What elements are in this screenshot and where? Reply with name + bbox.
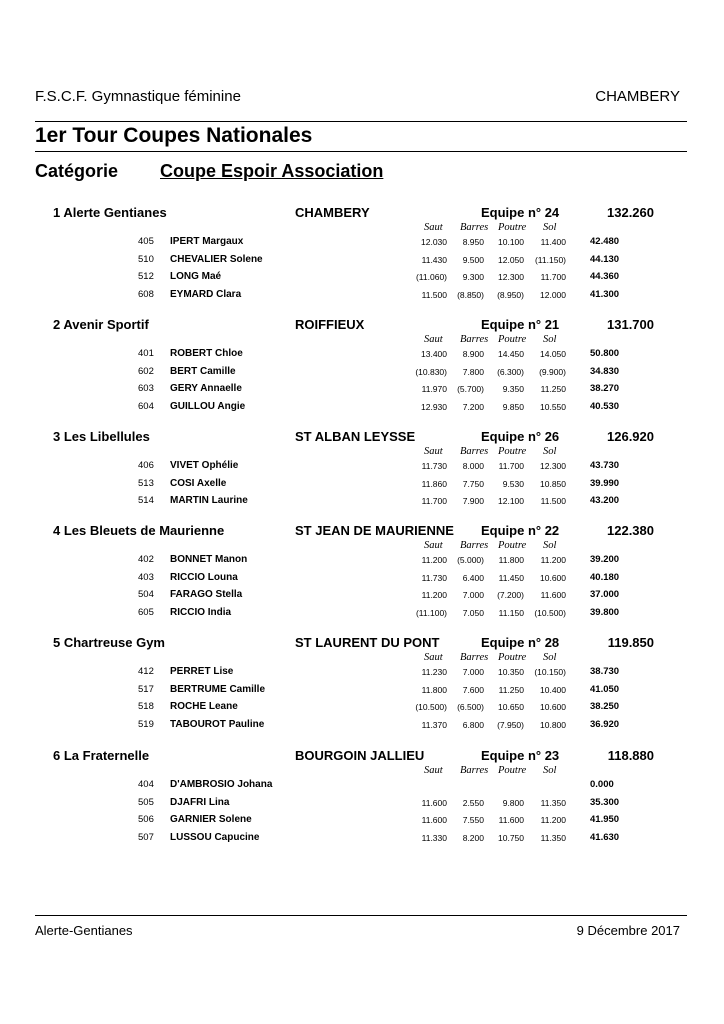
team-total: 119.850 bbox=[607, 635, 654, 650]
apparatus-score: 11.700 bbox=[421, 496, 447, 507]
gymnast-number: 510 bbox=[138, 253, 154, 265]
header-org: F.S.C.F. Gymnastique féminine bbox=[35, 88, 241, 105]
gymnast-row bbox=[0, 289, 724, 306]
apparatus-score: 11.600 bbox=[498, 815, 524, 826]
apparatus-score: 11.700 bbox=[540, 272, 566, 283]
apparatus-score: 11.600 bbox=[540, 590, 566, 601]
gymnast-name: CHEVALIER Solene bbox=[170, 253, 263, 265]
gymnast-row bbox=[0, 554, 724, 571]
gymnast-total: 41.950 bbox=[590, 814, 620, 826]
gymnast-name: IPERT Margaux bbox=[170, 236, 244, 247]
team-total: 122.380 bbox=[607, 523, 654, 538]
team-rank-name: 1 Alerte Gentianes bbox=[53, 205, 167, 220]
team-rank-name: 4 Les Bleuets de Maurienne bbox=[53, 523, 225, 538]
team-club: CHAMBERY bbox=[295, 205, 370, 220]
apparatus-score: 11.230 bbox=[421, 667, 447, 677]
footer-date: 9 Décembre 2017 bbox=[576, 923, 680, 938]
gymnast-number: 405 bbox=[138, 236, 154, 247]
apparatus-score: 7.000 bbox=[462, 590, 484, 601]
footer-divider bbox=[35, 915, 687, 916]
apparatus-score: 7.900 bbox=[462, 496, 484, 507]
gymnast-name: FARAGO Stella bbox=[170, 589, 243, 601]
gymnast-total: 43.730 bbox=[590, 460, 620, 471]
apparatus-score: (10.830) bbox=[415, 366, 447, 377]
apparatus-header: Sol bbox=[543, 765, 557, 776]
gymnast-name: PERRET Lise bbox=[170, 666, 234, 677]
apparatus-score: 7.600 bbox=[462, 684, 484, 695]
gymnast-number: 505 bbox=[138, 796, 154, 808]
gymnast-number: 402 bbox=[138, 554, 154, 565]
gymnast-row bbox=[0, 478, 724, 495]
apparatus-score: 11.500 bbox=[540, 496, 566, 507]
apparatus-score: 13.400 bbox=[421, 349, 447, 359]
apparatus-score: 9.300 bbox=[462, 272, 484, 283]
apparatus-header: Barres bbox=[460, 652, 489, 663]
apparatus-score: 11.370 bbox=[421, 719, 447, 730]
apparatus-score: 11.250 bbox=[498, 684, 524, 695]
apparatus-score: (7.950) bbox=[497, 719, 524, 730]
apparatus-score: 10.800 bbox=[540, 719, 566, 730]
apparatus-header: Barres bbox=[460, 334, 489, 345]
gymnast-row bbox=[0, 460, 724, 477]
apparatus-score: 9.850 bbox=[502, 401, 524, 412]
team-number: Equipe n° 24 bbox=[481, 205, 560, 220]
gymnast-name: D'AMBROSIO Johana bbox=[170, 779, 273, 790]
gymnast-row bbox=[0, 236, 724, 253]
apparatus-header: Poutre bbox=[498, 540, 527, 551]
apparatus-score: 10.400 bbox=[540, 684, 566, 695]
apparatus-header: Sol bbox=[543, 222, 557, 233]
gymnast-row bbox=[0, 779, 724, 796]
apparatus-score: 11.250 bbox=[540, 384, 566, 395]
team-number: Equipe n° 28 bbox=[481, 635, 560, 650]
apparatus-score: 7.800 bbox=[462, 366, 484, 377]
apparatus-score: 11.150 bbox=[498, 607, 524, 618]
gymnast-name: DJAFRI Lina bbox=[170, 796, 230, 808]
apparatus-score: 11.200 bbox=[540, 815, 566, 826]
header-divider bbox=[35, 121, 687, 122]
team-number: Equipe n° 26 bbox=[481, 429, 560, 444]
apparatus-score: 12.000 bbox=[540, 289, 566, 300]
title-divider bbox=[35, 151, 687, 152]
apparatus-score: (6.300) bbox=[497, 366, 524, 377]
apparatus-score: (8.850) bbox=[457, 289, 484, 300]
apparatus-score: 11.350 bbox=[540, 832, 566, 843]
gymnast-name: BONNET Manon bbox=[170, 554, 248, 565]
apparatus-score: 12.300 bbox=[540, 461, 566, 471]
apparatus-score: 11.970 bbox=[421, 384, 447, 395]
gymnast-name: BERT Camille bbox=[170, 365, 236, 377]
gymnast-row bbox=[0, 666, 724, 683]
category-label: Catégorie bbox=[35, 161, 119, 181]
apparatus-score: (11.150) bbox=[534, 254, 566, 265]
gymnast-number: 602 bbox=[138, 365, 154, 377]
gymnast-total: 42.480 bbox=[590, 236, 620, 247]
apparatus-header: Sol bbox=[543, 652, 557, 663]
gymnast-total: 38.730 bbox=[590, 666, 620, 677]
gymnast-row bbox=[0, 701, 724, 718]
gymnast-name: VIVET Ophélie bbox=[170, 460, 239, 471]
apparatus-score: (11.100) bbox=[415, 607, 447, 618]
apparatus-score: 11.600 bbox=[421, 815, 447, 826]
gymnast-total: 38.250 bbox=[590, 701, 620, 713]
gymnast-name: ROCHE Leane bbox=[170, 701, 238, 713]
apparatus-score: 10.350 bbox=[498, 667, 524, 677]
gymnast-number: 504 bbox=[138, 589, 154, 601]
apparatus-score: 12.050 bbox=[498, 254, 524, 265]
apparatus-score: 7.750 bbox=[462, 478, 484, 489]
team-total: 118.880 bbox=[607, 748, 654, 763]
apparatus-score: 11.350 bbox=[540, 797, 566, 808]
apparatus-score: (5.700) bbox=[457, 384, 484, 395]
team-rank-name: 3 Les Libellules bbox=[53, 429, 150, 444]
apparatus-score: 12.930 bbox=[421, 401, 447, 412]
gymnast-name: EYMARD Clara bbox=[170, 288, 242, 300]
apparatus-score: (6.500) bbox=[457, 702, 484, 713]
apparatus-header: Saut bbox=[424, 765, 443, 776]
gymnast-number: 513 bbox=[138, 477, 154, 489]
gymnast-row bbox=[0, 832, 724, 849]
apparatus-header: Poutre bbox=[498, 446, 527, 457]
team-rank-name: 2 Avenir Sportif bbox=[53, 317, 149, 332]
team-total: 132.260 bbox=[607, 205, 654, 220]
apparatus-score: 11.450 bbox=[498, 572, 524, 583]
gymnast-number: 608 bbox=[138, 288, 154, 300]
apparatus-score: 7.550 bbox=[462, 815, 484, 826]
apparatus-score: 11.200 bbox=[421, 555, 447, 565]
apparatus-score: 14.050 bbox=[540, 349, 566, 359]
apparatus-score: (5.000) bbox=[457, 555, 484, 565]
apparatus-score: 10.600 bbox=[540, 572, 566, 583]
apparatus-score: 11.330 bbox=[421, 832, 447, 843]
gymnast-total: 40.530 bbox=[590, 400, 620, 412]
gymnast-number: 506 bbox=[138, 814, 154, 826]
apparatus-score: 10.550 bbox=[540, 401, 566, 412]
team-club: ST JEAN DE MAURIENNE bbox=[295, 523, 454, 538]
gymnast-number: 604 bbox=[138, 400, 154, 412]
apparatus-score: 11.730 bbox=[421, 461, 447, 471]
gymnast-name: RICCIO Louna bbox=[170, 571, 238, 583]
apparatus-score: 6.800 bbox=[462, 719, 484, 730]
apparatus-score: 11.430 bbox=[421, 254, 447, 265]
apparatus-score: 12.100 bbox=[498, 496, 524, 507]
gymnast-number: 403 bbox=[138, 571, 154, 583]
gymnast-total: 44.130 bbox=[590, 253, 620, 265]
gymnast-row bbox=[0, 254, 724, 271]
apparatus-score: 7.050 bbox=[462, 607, 484, 618]
page-title: 1er Tour Coupes Nationales bbox=[35, 124, 313, 147]
gymnast-name: RICCIO India bbox=[170, 606, 232, 618]
gymnast-total: 36.920 bbox=[590, 718, 620, 730]
gymnast-total: 0.000 bbox=[590, 779, 614, 790]
gymnast-name: BERTRUME Camille bbox=[170, 683, 266, 695]
apparatus-score: 12.300 bbox=[498, 272, 524, 283]
team-club: ST ALBAN LEYSSE bbox=[295, 429, 416, 444]
gymnast-row bbox=[0, 271, 724, 288]
gymnast-number: 401 bbox=[138, 348, 154, 359]
gymnast-row bbox=[0, 495, 724, 512]
apparatus-score: (9.900) bbox=[539, 366, 566, 377]
gymnast-row bbox=[0, 366, 724, 383]
team-rank-name: 6 La Fraternelle bbox=[53, 748, 150, 763]
gymnast-number: 603 bbox=[138, 383, 154, 395]
apparatus-score: 10.600 bbox=[540, 702, 566, 713]
gymnast-total: 39.200 bbox=[590, 554, 620, 565]
apparatus-score: 14.450 bbox=[498, 349, 524, 359]
apparatus-score: 8.200 bbox=[462, 832, 484, 843]
apparatus-score: 7.000 bbox=[462, 667, 484, 677]
gymnast-number: 404 bbox=[138, 779, 154, 790]
gymnast-number: 412 bbox=[138, 666, 154, 677]
apparatus-header: Saut bbox=[424, 652, 443, 663]
gymnast-name: ROBERT Chloe bbox=[170, 348, 243, 359]
apparatus-score: 9.350 bbox=[502, 384, 524, 395]
team-rank-name: 5 Chartreuse Gym bbox=[53, 635, 165, 650]
apparatus-header: Barres bbox=[460, 446, 489, 457]
gymnast-row bbox=[0, 383, 724, 400]
apparatus-score: 11.800 bbox=[421, 684, 447, 695]
apparatus-score: (10.500) bbox=[415, 702, 447, 713]
gymnast-total: 38.270 bbox=[590, 383, 620, 395]
apparatus-score: 9.500 bbox=[462, 254, 484, 265]
gymnast-number: 519 bbox=[138, 718, 154, 730]
gymnast-name: TABOUROT Pauline bbox=[170, 718, 265, 730]
gymnast-row bbox=[0, 814, 724, 831]
gymnast-total: 41.630 bbox=[590, 831, 620, 843]
gymnast-total: 43.200 bbox=[590, 495, 620, 507]
apparatus-score: (8.950) bbox=[497, 289, 524, 300]
gymnast-row bbox=[0, 589, 724, 606]
apparatus-header: Sol bbox=[543, 334, 557, 345]
apparatus-score: 11.200 bbox=[421, 590, 447, 601]
gymnast-total: 37.000 bbox=[590, 589, 620, 601]
apparatus-score: 10.100 bbox=[498, 237, 524, 247]
apparatus-header: Poutre bbox=[498, 765, 527, 776]
apparatus-score: 10.650 bbox=[498, 702, 524, 713]
gymnast-number: 406 bbox=[138, 460, 154, 471]
gymnast-row bbox=[0, 719, 724, 736]
apparatus-score: 11.200 bbox=[540, 555, 566, 565]
gymnast-number: 512 bbox=[138, 271, 154, 283]
apparatus-score: (7.200) bbox=[497, 590, 524, 601]
apparatus-score: 11.700 bbox=[498, 461, 524, 471]
apparatus-score: 11.500 bbox=[421, 289, 447, 300]
apparatus-score: 11.800 bbox=[498, 555, 524, 565]
apparatus-score: 8.000 bbox=[462, 461, 484, 471]
gymnast-row bbox=[0, 348, 724, 365]
apparatus-score: 8.900 bbox=[462, 349, 484, 359]
gymnast-total: 39.800 bbox=[590, 606, 620, 618]
apparatus-score: 11.730 bbox=[421, 572, 447, 583]
gymnast-total: 39.990 bbox=[590, 477, 620, 489]
apparatus-header: Poutre bbox=[498, 334, 527, 345]
apparatus-header: Poutre bbox=[498, 652, 527, 663]
team-total: 126.920 bbox=[607, 429, 654, 444]
apparatus-header: Poutre bbox=[498, 222, 527, 233]
gymnast-number: 507 bbox=[138, 831, 154, 843]
apparatus-score: (10.500) bbox=[534, 607, 566, 618]
gymnast-number: 514 bbox=[138, 495, 154, 507]
team-total: 131.700 bbox=[607, 317, 654, 332]
apparatus-score: 10.850 bbox=[540, 478, 566, 489]
gymnast-name: LONG Maé bbox=[170, 271, 222, 283]
gymnast-row bbox=[0, 401, 724, 418]
gymnast-name: GERY Annaelle bbox=[170, 383, 242, 395]
apparatus-score: 11.860 bbox=[421, 478, 447, 489]
gymnast-total: 41.300 bbox=[590, 288, 620, 300]
team-club: ROIFFIEUX bbox=[295, 317, 365, 332]
apparatus-score: 11.400 bbox=[540, 237, 566, 247]
team-club: ST LAURENT DU PONT bbox=[295, 635, 440, 650]
apparatus-score: 7.200 bbox=[462, 401, 484, 412]
gymnast-name: LUSSOU Capucine bbox=[170, 831, 260, 843]
header-location: CHAMBERY bbox=[595, 88, 680, 105]
gymnast-name: GARNIER Solene bbox=[170, 814, 252, 826]
gymnast-total: 44.360 bbox=[590, 271, 620, 283]
apparatus-score: 9.800 bbox=[502, 797, 524, 808]
apparatus-header: Barres bbox=[460, 540, 489, 551]
team-number: Equipe n° 23 bbox=[481, 748, 560, 763]
gymnast-name: MARTIN Laurine bbox=[170, 495, 248, 507]
footer-club: Alerte-Gentianes bbox=[35, 923, 133, 938]
category-value: Coupe Espoir Association bbox=[160, 161, 384, 181]
gymnast-total: 50.800 bbox=[590, 348, 620, 359]
apparatus-header: Saut bbox=[424, 222, 443, 233]
team-number: Equipe n° 21 bbox=[481, 317, 560, 332]
apparatus-header: Saut bbox=[424, 334, 443, 345]
apparatus-score: 11.600 bbox=[421, 797, 447, 808]
gymnast-number: 605 bbox=[138, 606, 154, 618]
gymnast-row bbox=[0, 797, 724, 814]
apparatus-header: Sol bbox=[543, 540, 557, 551]
apparatus-score: (10.150) bbox=[534, 667, 566, 677]
gymnast-name: COSI Axelle bbox=[170, 477, 227, 489]
team-club: BOURGOIN JALLIEU bbox=[295, 748, 425, 763]
gymnast-total: 34.830 bbox=[590, 365, 620, 377]
gymnast-name: GUILLOU Angie bbox=[170, 400, 246, 412]
apparatus-header: Saut bbox=[424, 446, 443, 457]
gymnast-total: 35.300 bbox=[590, 796, 620, 808]
apparatus-header: Sol bbox=[543, 446, 557, 457]
apparatus-score: (11.060) bbox=[415, 272, 447, 283]
team-number: Equipe n° 22 bbox=[481, 523, 560, 538]
apparatus-score: 12.030 bbox=[421, 237, 447, 247]
gymnast-total: 40.180 bbox=[590, 571, 620, 583]
apparatus-score: 8.950 bbox=[462, 237, 484, 247]
apparatus-score: 9.530 bbox=[502, 478, 524, 489]
apparatus-header: Saut bbox=[424, 540, 443, 551]
apparatus-score: 10.750 bbox=[498, 832, 524, 843]
gymnast-row bbox=[0, 684, 724, 701]
apparatus-score: 6.400 bbox=[462, 572, 484, 583]
apparatus-score: 2.550 bbox=[462, 797, 484, 808]
gymnast-total: 41.050 bbox=[590, 683, 620, 695]
apparatus-header: Barres bbox=[460, 222, 489, 233]
gymnast-number: 517 bbox=[138, 683, 154, 695]
gymnast-row bbox=[0, 607, 724, 624]
gymnast-row bbox=[0, 572, 724, 589]
apparatus-header: Barres bbox=[460, 765, 489, 776]
gymnast-number: 518 bbox=[138, 701, 154, 713]
